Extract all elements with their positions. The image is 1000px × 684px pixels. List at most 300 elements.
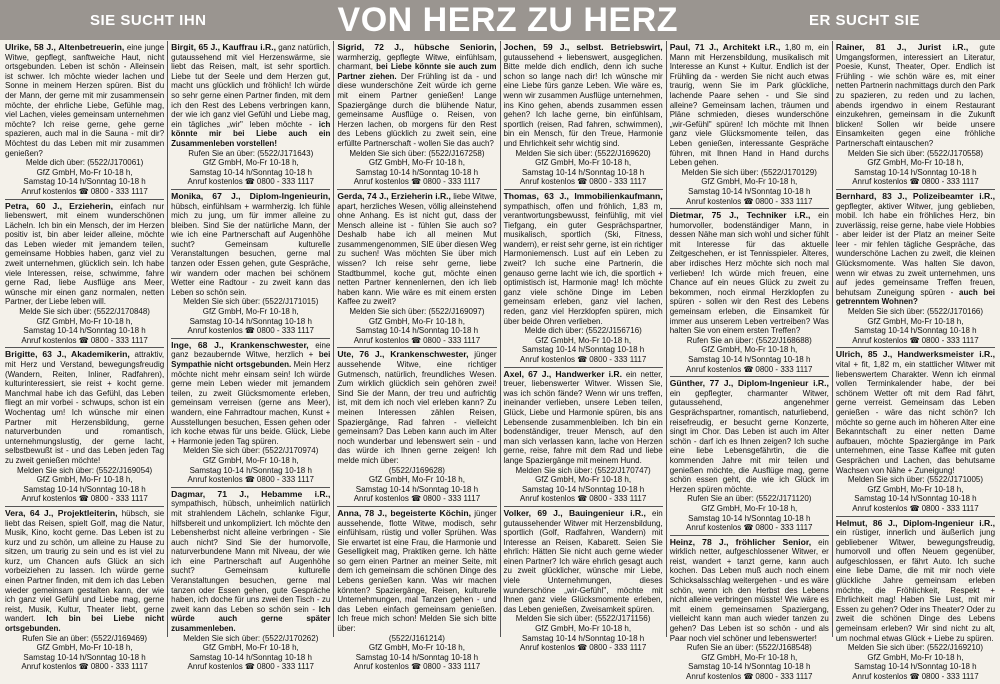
ad-highlight: auch bei getrenntem Wohnen? xyxy=(835,287,996,307)
ad-reference: Rufen Sie an über: (5522/J171120) xyxy=(687,494,812,504)
phone-icon xyxy=(245,475,257,484)
contact-phone-line xyxy=(836,336,995,346)
ad-body: attraktiv, mit Herz und Verstand, bewegungsfreudig (Wandern, Reiten, Inliner, Radfahren), kulturinteressiert, sie reist + kocht gerne. Manchmal habe ich das Gefühl, das Leben fliegt an mir vorbei - schwups, schon ist ein Wochentag um! Ich wünsche mir einen Partner mit Herzensbildung, gerne naturverbunden und romantisch, unternehmungslustig, der gerne lacht, selbstbewußt ist - und das Leben jeden Tag zu zweit genießen möchte! xyxy=(5,350,165,465)
ad-body: 1,80 m, ein Mann mit Herzensbildung, musikalisch mit Interesse an Kunst + Kultur. Endlich ist der Frühling da - werden Sie nicht auch etwas traurig, wenn Sie im Park glückliche, lachende Paare sehen - und Sie sind alleine? Gemeinsam lachen, träumen und Pläne schmieden, dieses wunderschöne „wir-Gefühl" spüren! Ich möchte mit Ihnen ganz viele Glücksmomente teilen, das Leben genießen, interessante Gespräche führen, mit Ihnen Hand in Hand durchs Leben gehen. xyxy=(669,43,829,168)
phone-icon xyxy=(910,672,922,681)
phone-icon xyxy=(910,177,922,186)
contact-hours: Samstag 10-14 h/Sonntag 10-18 h xyxy=(521,167,645,177)
contact-phone-line xyxy=(504,494,663,504)
ad-body: ein gepflegter, charmanter Witwer, gutaussehend, angenehmer Gesprächspartner, romantisch, naturliebend, reisefreudig, er besucht gerne Konzerte, singt im Chor. Das Leben ist auch im Alter schön - darf ich es Ihnen zeigen? Ich suche eine liebe Lebensgefährtin, die die kommenden Jahre mit mir teilen und genießen möchte, die Ausflüge mag, gerne schön essen geht, die wie ich Glück im Herzen spüren möchte. xyxy=(669,388,829,494)
phone-number[interactable]: 0800 - 333 1117 xyxy=(423,335,481,345)
ad-reference: Melden Sie sich über: (5522/J167258) xyxy=(349,148,485,158)
personal-ad xyxy=(171,339,330,488)
phone-icon xyxy=(79,662,91,671)
contact-company: GfZ GmbH, Mo-Fr 10-18 h, xyxy=(202,455,299,465)
ad-reference: Melde Sie sich über: (5522/J170848) xyxy=(19,307,150,317)
ad-text xyxy=(504,370,663,466)
ad-reference: Melde dich über: (5522/J170061) xyxy=(25,158,144,168)
kostenlos-label: kostenlos xyxy=(707,523,742,533)
contact-phone-line xyxy=(5,336,164,346)
contact-phone-line xyxy=(5,494,164,504)
ad-title: Volker, 69 J., Bauingenieur i.R., xyxy=(503,507,646,518)
phone-icon xyxy=(577,177,589,186)
contact-hours: Samstag 10-14 h/Sonntag 10-18 h xyxy=(854,494,977,504)
phone-number[interactable]: 0800 - 333 1117 xyxy=(256,177,314,187)
anruf-label: Anruf xyxy=(686,364,706,374)
ad-text xyxy=(504,43,663,149)
ad-reference: Melden Sie sich über: (5522/J169620) xyxy=(515,148,651,158)
ad-body: warmherzig, gepflegte Witwe, einfühlsam, charmant, xyxy=(337,52,497,72)
ad-body-continued: Der Frühling ist da - und diese wunderschöne Zeit würde ich gerne mit einem Partner genießen! Lange Spaziergänge durch die blühende Natur, gemeinsame Ausflüge o. Reisen, von Herzen lachen, ob morgens für den Rest des Lebens glücklich zu zweit sein, eine erfüllte Partnerschaft - wollen Sie das auch? xyxy=(337,71,497,148)
header-banner xyxy=(0,0,1000,40)
contact-company: GfZ GmbH, Mo-Fr 10-18 h, xyxy=(867,652,964,662)
ad-body: hübsch, sie liebt das Reisen, spielt Golf, mag die Natur, Musik, Kino, kocht gerne. Das Leben ist zu kurz und zu schön, um alleine zu Hause zu sitzen, um traurig zu sein und es ist viel zu kurz, um Chancen aufs Glück an sich vorbeiziehen zu lassen. Ich würde gerne einen Partner finden, mit dem ich das Leben wieder gemeinsam gestalten kann, der wie ich ganz viel Gefühl und Liebe mag, gerne reist, Musik, Kultur, Theater liebt, gerne wandert. xyxy=(5,508,165,624)
contact-company: GfZ GmbH, Mo-Fr 10-18 h, xyxy=(867,484,964,494)
contact-company: GfZ GmbH, Mo-Fr 10-18 h, xyxy=(867,316,964,326)
ad-text xyxy=(504,509,663,615)
ad-reference: Melden Sie sich über: (5522/J170262) xyxy=(183,633,319,643)
phone-number[interactable]: 0800 - 333 1117 xyxy=(921,503,979,513)
ad-text xyxy=(670,211,829,336)
ad-title: Ulrich, 85 J., Handwerksmeister i.R., xyxy=(835,349,996,360)
phone-icon xyxy=(411,177,423,186)
ad-text xyxy=(5,350,164,465)
phone-icon xyxy=(245,326,257,335)
kostenlos-label: kostenlos xyxy=(208,177,243,187)
phone-number[interactable]: 0800 - 333 1117 xyxy=(921,335,979,345)
anruf-label: Anruf xyxy=(519,643,539,653)
ad-title: Monika, 67 J., Diplom-Ingenieurin, xyxy=(171,190,331,201)
contact-hours: Samstag 10-14 h/Sonntag 10-18 h xyxy=(688,513,811,523)
personal-ad xyxy=(171,41,330,190)
ad-reference: (5522/J169628) xyxy=(388,465,445,475)
ad-reference: Melden Sie sich über: (5522/J170166) xyxy=(847,307,984,317)
phone-number[interactable]: 0800 - 333 1117 xyxy=(589,177,647,187)
contact-company: GfZ GmbH, Mo-Fr 10-18 h, xyxy=(368,475,465,485)
ad-reference: Rufen Sie an über: (5522/J168548) xyxy=(686,643,812,653)
phone-icon xyxy=(910,336,922,345)
ad-body: einfach nur liebenswert, mit einem wunderschönen Lächeln. Ich bin ein Mensch, der im Herzen positiv ist, bin aber leider alleine, möchte das Leben wieder mit jemandem teilen, gemeinsame Hobbies haben, ganz viel zu zweit unternehmen, glücklich sein. Ich habe viele Interessen, reise, schwimme, fahre gerne Rad, liebe Ausflüge ans Meer, wünsche mir einen ganz normalen, netten Partner, der Liebe leben will. xyxy=(5,201,165,307)
contact-hours: Samstag 10-14 h/Sonntag 10-18 h xyxy=(355,167,479,177)
phone-number[interactable]: 0800 - 333 1117 xyxy=(90,662,148,672)
ad-column xyxy=(833,41,998,681)
phone-icon xyxy=(743,365,755,374)
phone-number[interactable]: 0800 - 333 1117 xyxy=(90,335,148,345)
contact-phone-line xyxy=(504,177,663,187)
ad-text xyxy=(504,192,663,326)
contact-hours: Samstag 10-14 h/Sonntag 10-18 h xyxy=(355,652,479,662)
anruf-label: Anruf xyxy=(187,177,207,187)
kostenlos-label: kostenlos xyxy=(873,672,908,681)
ad-body: ein rüstiger, innerlich und äußerlich jung gebliebener Witwer, bewegungsfreudig, humorvoll und offen Neuem gegenüber, aufgeschlossen, er fährt Auto. Ich suche eine liebe Dame, die mit mir noch viele glückliche Jahre gemeinsam erleben möchte, die Fröhlichkeit, Respekt + Ehrlichkeit mag! Haben Sie Lust, mit mir Essen zu gehen? Oder ins Theater? Oder zu zweit die schönen Dinge des Lebens gemeinsam erleben? Wir sind nicht zu alt, um nochmal etwas Glück + Liebe zu spüren. xyxy=(835,528,996,643)
ad-highlight: ich könnte mir bei Liebe auch ein Zusammenleben vorstellen! xyxy=(171,119,331,148)
ad-body: liebe Witwe, apart, herzliches Wesen, völlig alleinstehend ohne Anhang. Es ist nicht gut, dass der Mensch alleine ist - fühlen Sie auch so? Deshalb habe ich all meinen Mut zusammengenommen, SIE über diesen Weg zu suchen! Was möchten Sie über mich wissen? Ich reise sehr gerne, liebe Stadtbummel, koche gut, möchte einen netten Partner kennenlernen, den ich lieb haben kann. Wie wäre es mit einem ersten Kaffee zu zweit? xyxy=(337,191,497,307)
anruf-label: Anruf xyxy=(852,672,872,681)
ad-body: ein wirklich netter, aufgeschlossener Witwer, er reist, wandert + tanzt gerne, kann auch kochen. Das Leben muß auch noch einem Schicksalsschlag weitergehen - und es wäre schön, wenn ich den Herbst des Lebens nicht alleine verbringen müsste! Wie wäre es mit einem gemeinsamen Spaziergang, vielleicht kann man auch wieder tanzen zu gehen? Das Leben ist so schön - und als Paar noch viel schöner und lebenswerter! xyxy=(669,537,829,643)
contact-company: GfZ GmbH, Mo-Fr 10-18 h, xyxy=(535,158,632,168)
ad-title: Ute, 76 J., Krankenschwester, xyxy=(337,349,469,360)
ad-title: Birgit, 65 J., Kauffrau i.R., xyxy=(171,42,276,52)
phone-icon xyxy=(577,643,589,652)
contact-phone-line xyxy=(171,177,330,187)
contact-hours: Samstag 10-14 h/Sonntag 10-18 h xyxy=(521,345,645,355)
ad-title: Jochen, 59 J., selbst. Betriebswirt, xyxy=(503,42,663,52)
anruf-label: Anruf xyxy=(21,494,41,504)
kostenlos-label: kostenlos xyxy=(541,643,576,653)
personal-ad xyxy=(670,209,829,377)
ad-text xyxy=(5,509,164,634)
kostenlos-label: kostenlos xyxy=(375,662,409,672)
personal-ad xyxy=(670,41,829,209)
kostenlos-label: kostenlos xyxy=(541,494,576,504)
phone-icon xyxy=(910,504,922,513)
anruf-label: Anruf xyxy=(852,503,872,513)
phone-icon xyxy=(577,494,589,503)
contact-phone-line xyxy=(836,672,995,682)
phone-number[interactable]: 0800 - 333 1117 xyxy=(256,475,314,485)
phone-number[interactable]: 0800 - 333 1117 xyxy=(755,672,813,681)
ad-reference: Rufen Sie an über: (5522/J171643) xyxy=(188,148,314,158)
phone-icon xyxy=(245,662,257,671)
ad-reference: Rufen Sie an über: (5522/J169469) xyxy=(22,633,148,643)
ad-columns xyxy=(2,41,998,681)
ad-title: Bernhard, 83 J., Polizeibeamter i.R., xyxy=(835,190,996,201)
contact-phone-line xyxy=(5,187,164,197)
ad-body: ein humorvoller, bodenständiger Mann, in dessen Nähe man sich wohl und sicher fühlt mit Interesse für das aktuelle Zeitgeschehen, er ist Tennisspieler. Älteres, aber irdisches Herz möchte sich noch mal verlieben! Ich würde mich freuen, eine Chance auf ein neues Glück zu zweit zu bekommen, noch einmal Herzklopfen zu spüren - sollen wir den Rest des Lebens gemeinsam erleben, die Einsamkeit für immer aus unserem Leben vertreiben? Was halten Sie von einem ersten Treffen? xyxy=(669,211,829,336)
ad-title: Brigitte, 63 J., Akademikerin, xyxy=(5,349,130,360)
contact-hours: Samstag 10-14 h/Sonntag 10-18 h xyxy=(23,326,146,336)
ad-column xyxy=(501,41,667,653)
ad-text xyxy=(337,350,496,465)
kostenlos-label: kostenlos xyxy=(208,475,243,485)
ad-reference: Melden Sie sich über: (5522/J169210) xyxy=(847,643,984,653)
contact-company: GfZ GmbH, Mo-Fr 10-18 h, xyxy=(36,475,133,485)
kostenlos-label: kostenlos xyxy=(873,335,908,345)
ad-body: ein netter, treuer, liebenswerter Witwer. Wissen Sie, was ich schön fände? Wenn wir uns treffen, ineinander verlieben, unsere Leben teilen, Glück, Liebe und Harmonie spüren, bis ans Lebensende zusammenbleiben. Ich bin ein bodenständiger, treuer Mensch, auf den man sich verlassen kann, lache von Herzen gerne, reise, fahre mit dem Rad und liebe lange Spaziergänge mit meinem Hund. xyxy=(503,369,663,465)
ad-column xyxy=(168,41,334,672)
kostenlos-label: kostenlos xyxy=(375,335,409,345)
phone-icon xyxy=(411,662,423,671)
anruf-label: Anruf xyxy=(21,662,41,672)
ad-column xyxy=(667,41,833,681)
kostenlos-label: kostenlos xyxy=(208,662,243,672)
personal-ad xyxy=(5,200,164,349)
contact-phone-line xyxy=(670,523,829,533)
ad-title: Vera, 64 J., Projektleiterin, xyxy=(5,507,118,518)
contact-company: GfZ GmbH, Mo-Fr 10-18 h, xyxy=(701,503,798,513)
ad-body: ganz natürlich, gutaussehend mit viel Herzenswärme, sie liebt das Reisen, malt, ist sehr sportlich. Liebe tut der Seele und dem Herzen gut, macht uns glücklich und fröhlich! Ich würde so sehr gerne einen Partner finden, mit dem ich den Rest des Lebens verbringen kann, der wie ich ganz viel Gefühl und Liebe mag, ein tägliches „wir" leben möchte - xyxy=(171,43,331,129)
phone-number[interactable]: 0800 - 333 1117 xyxy=(755,196,813,206)
ad-reference: Rufen Sie an über: (5522/J168688) xyxy=(686,335,812,345)
personal-ad xyxy=(337,348,496,507)
ad-body: eine ganz bezaubernde Witwe, herzlich + xyxy=(171,340,331,360)
phone-number[interactable]: 0800 - 333 1117 xyxy=(256,662,314,672)
contact-hours: Samstag 10-14 h/Sonntag 10-18 h xyxy=(23,652,146,662)
contact-company: GfZ GmbH, Mo-Fr 10-18 h, xyxy=(701,345,798,355)
personal-ad xyxy=(836,517,995,684)
anruf-label: Anruf xyxy=(187,662,207,672)
anruf-label: Anruf xyxy=(353,177,373,187)
ad-title: Dagmar, 71 J., Hebamme i.R., xyxy=(171,488,331,499)
kostenlos-label: kostenlos xyxy=(208,326,243,336)
contact-phone-line xyxy=(836,504,995,514)
contact-hours: Samstag 10-14 h/Sonntag 10-18 h xyxy=(854,326,977,336)
ad-title: Heinz, 78 J., fröhlicher Senior, xyxy=(669,536,812,547)
phone-icon xyxy=(577,355,589,364)
contact-company: GfZ GmbH, Mo-Fr 10-18 h, xyxy=(36,316,133,326)
contact-hours: Samstag 10-14 h/Sonntag 10-18 h xyxy=(355,326,479,336)
ad-body: sympathisch, offen und fröhlich, 1,83 m, verantwortungsbewusst, feinfühlig, mit viel Tiefgang, ein guter Gesprächspartner, musikalisch, sportlich (Ski, Fitness, wandern), er reist sehr gerne, ist ein richtiger Harmoniemensch. Lust auf ein Leben zu zweit? Ich suche eine Partnerin, die genauso gerne lacht wie ich, die sportlich + optimistisch ist, Harmonie mag! Ich möchte ganz viele schöne Dinge im Leben gemeinsam erleben, ganz viel lachen, reden, ganz viel Herzklopfen spüren, mich über beide Ohren verlieben. xyxy=(503,201,663,326)
ad-highlight: bei Liebe könnte sie auch zum Partner ziehen. xyxy=(337,62,497,81)
header-right-label: ER SUCHT SIE xyxy=(808,11,920,29)
contact-hours: Samstag 10-14 h/Sonntag 10-18 h xyxy=(23,177,146,187)
anruf-label: Anruf xyxy=(686,672,706,681)
personal-ad xyxy=(504,368,663,507)
phone-number[interactable]: 0800 - 333 1117 xyxy=(589,355,647,364)
ad-highlight: Ich würde auch gerne später zusammenleben. xyxy=(171,604,331,634)
phone-icon xyxy=(79,494,91,503)
contact-phone-line xyxy=(171,662,330,672)
kostenlos-label: kostenlos xyxy=(707,672,742,681)
ad-reference: (5522/J161214) xyxy=(388,633,445,643)
ad-title: Axel, 67 J., Handwerker i.R. xyxy=(503,368,622,379)
ad-body: gute Umgangsformen, interessiert an Literatur, Poesie, Kunst, Theater, Oper. Endlich ist Frühling - wie schön wäre es, mit einer netten Partnerin nachmittags durch den Park zu spazieren, zu reden und zu lachen, abends irgendwo in einem Restaurant einzukehren, gemeinsam in die Zukunft blicken! Sollen wir beide unsere Einsamkeiten gegen eine fröhliche Partnerschaft eintauschen? xyxy=(835,43,996,148)
anruf-label: Anruf xyxy=(187,475,207,485)
personal-ad xyxy=(5,507,164,674)
phone-number[interactable]: 0800 - 333 1117 xyxy=(90,494,148,504)
phone-icon xyxy=(411,494,423,503)
contact-company: GfZ GmbH, Mo-Fr 10-18 h, xyxy=(535,475,632,485)
contact-hours: Samstag 10-14 h/Sonntag 10-18 h xyxy=(688,186,811,196)
contact-company: GfZ GmbH, Mo-Fr 10-18 h, xyxy=(867,158,964,168)
ad-title: Anna, 78 J., begeisterte Köchin, xyxy=(337,507,472,518)
phone-number[interactable]: 0800 - 333 1117 xyxy=(90,186,148,196)
phone-icon xyxy=(743,672,755,681)
personal-ad xyxy=(171,190,330,339)
contact-phone-line xyxy=(171,326,330,336)
personal-ad xyxy=(670,377,829,536)
ad-text xyxy=(171,192,330,298)
kostenlos-label: kostenlos xyxy=(375,177,409,187)
ad-reference: Melde dich über: (5522/J156716) xyxy=(524,326,642,336)
ad-text xyxy=(171,341,330,447)
contact-phone-line xyxy=(504,643,663,653)
contact-hours: Samstag 10-14 h/Sonntag 10-18 h xyxy=(688,662,811,672)
ad-title: Sigrid, 72 J., hübsche Seniorin, xyxy=(337,42,497,52)
ad-body: gutaussehend + liebenswert, ausgeglichen. Bitte melde dich endlich, denn ich suche schon so lange nach dir! Ich wünsche mir eine Liebe fürs ganze Leben. Wie wäre es, wenn wir zusammen Ausflüge unternehmen, ins Kino gehen, abends zusammen essen gehen? Ich lache gerne, bin einfühlsam, sportlich (reisen, Rad fahren, schwimmen), bin ein Mensch, für den Treue, Harmonie und Ehrlichkeit sehr wichtig sind. xyxy=(503,52,663,148)
contact-hours: Samstag 10-14 h/Sonntag 10-18 h xyxy=(688,355,811,364)
personal-ad xyxy=(337,190,496,349)
contact-hours: Samstag 10-14 h/Sonntag 10-18 h xyxy=(189,316,312,326)
ad-title: Petra, 60 J., Erzieherin, xyxy=(5,200,114,211)
kostenlos-label: kostenlos xyxy=(541,177,576,187)
ad-text xyxy=(836,350,995,475)
phone-number[interactable]: 0800 - 333 1117 xyxy=(755,523,813,533)
contact-company: GfZ GmbH, Mo-Fr 10-18 h, xyxy=(368,643,465,653)
contact-company: GfZ GmbH, Mo-Fr 10-18 h, xyxy=(535,335,632,345)
contact-hours: Samstag 10-14 h/Sonntag 10-18 h xyxy=(189,652,312,662)
anruf-label: Anruf xyxy=(353,494,373,504)
contact-phone-line xyxy=(337,662,496,672)
kostenlos-label: kostenlos xyxy=(375,494,409,504)
phone-icon xyxy=(245,177,257,186)
ad-body-continued: Mein Herz möchte nicht mehr einsam sein! Ich würde gerne mein Leben wieder mit jemandem teilen, zu zweit Glücksmomente erleben, gemeinsam verreisen (gerne ans Meer), wandern, eine Fahrradtour machen, Kunst + Ausstellungen besuchen, Essen gehen oder ich koche etwas für uns beide. Glück, Liebe + Harmonie jeden Tag spüren. xyxy=(171,360,331,446)
ad-body: sympathisch, hübsch, unheimlich natürlich mit strahlendem Lächeln, schlanke Figur, hilfsbereit und unkompliziert. Ich möchte den Lebensherbst nicht alleine verbringen - Sie auch nicht? Sind Sie der humorvolle, naturverbundene Mann mit Niveau, der wie ich eine Partnerschaft auf Augenhöhe sucht? Gemeinsam kulturelle Veranstaltungen besuchen, gerne mal tanzen oder Essen gehen, gute Gespräche haben, ich doche für uns zwei den Tisch - zu zweit kann das Leben so schön sein - xyxy=(171,499,331,614)
phone-icon xyxy=(411,336,423,345)
personal-ad xyxy=(836,348,995,516)
phone-icon xyxy=(743,197,755,206)
anruf-label: Anruf xyxy=(21,335,41,345)
ad-body: hübsch, einfühlsam + warmherzig. Ich fühle mich zu jung, um für immer alleine zu bleiben. Sind Sie der natürliche Mann, der wie ich eine Partnerschaft auf Augenhöhe sucht? Gemeinsam kulturelle Veranstaltungen besuchen, gerne mal tanzen oder Essen gehen, gute Gespräche, wir wandern oder machen bei schönem Wetter eine Radtour - zu zweit kann das Leben so schön sein. xyxy=(171,201,331,297)
anruf-label: Anruf xyxy=(519,177,539,187)
personal-ad xyxy=(337,41,496,190)
contact-phone-line xyxy=(337,494,496,504)
ad-body: eine junge Witwe, gepflegt, sanftweiche Haut, nicht ortsgebunden. Leben ist schön - Alleinsein ist schwer. Ich möchte wieder lachen und Sonne in meinem Herzen spüren. Bist du der Mann, der gerne mit mir zusammensein möchte, der ehrliche Liebe, Gefühle mag, viel Lachen, vieles gemeinsam unternehmen möchte? Ich reise gerne, gehe gerne spazieren, auch mal in die Sauna - mit dir? Möchtest du das Leben mit mir zusammen genießen? xyxy=(5,43,165,158)
personal-ad xyxy=(836,41,995,190)
anruf-label: Anruf xyxy=(353,335,373,345)
ad-text xyxy=(836,519,995,644)
ad-body: vital + fit, 1,82 m, ein stattlicher Witwer mit liebenswertem Charakter. Wenn ich einmal vollen Terminkalender habe, der bei schönem Wetter oft mit dem Rad fährt, gerne verreist. Gemeinsam das Leben genießen - wäre das nicht schön? Ich möchte so gerne auch im höheren Alter eine Bekanntschaft zu einer netten Dame aufbauen, möchte Spaziergänge im Park unternehmen, eine Tasse Kaffee mit guten Gesprächen und Lachen, das behutsame Wachsen von Nähe + Zuneigung! xyxy=(835,360,996,475)
ad-title: Ulrike, 58 J., Altenbetreuerin, xyxy=(5,42,125,52)
contact-hours: Samstag 10-14 h/Sonntag 10-18 h xyxy=(23,484,146,494)
ad-text xyxy=(836,43,995,149)
personal-ad xyxy=(337,507,496,674)
anruf-label: Anruf xyxy=(187,326,207,336)
contact-hours: Samstag 10-14 h/Sonntag 10-18 h xyxy=(189,465,312,475)
ad-title: Helmut, 86 J., Diplom-Ingenieur i.R., xyxy=(835,517,996,528)
contact-phone-line xyxy=(504,355,663,365)
ad-text xyxy=(5,202,164,308)
ad-reference: Melden Sie sich über: (5522/J171156) xyxy=(515,614,651,624)
anruf-label: Anruf xyxy=(519,494,539,504)
personal-ad xyxy=(504,190,663,368)
contact-phone-line xyxy=(171,475,330,485)
ad-body: jünger aussehende Witwe, eine richtiger Gutmensch, natürlich, freundliches Wesen. Zum wirklich glücklich sein gehören zwei! Sind Sie der Mann, der treu und aufrichtig ist, mit dem ich noch viel erleben kann? Zu meinen Interessen zählen Reisen, Spaziergänge, Rad fahren - vielleicht gemeinsam? Das Leben kann auch im Alter noch wunderbar und lebenswert sein - und das würde ich Ihnen gerne zeigen! Ich melde mich über: xyxy=(337,350,497,465)
phone-icon xyxy=(743,523,755,532)
contact-company: GfZ GmbH, Mo-Fr 10-18 h, xyxy=(701,652,798,662)
anruf-label: Anruf xyxy=(686,196,706,206)
phone-icon xyxy=(79,187,91,196)
contact-phone-line xyxy=(670,672,829,682)
ad-body: gepflegter, aktiver Witwer, jung geblieben, mobil. Ich habe ein fröhliches Herz, bin zuverlässig, reise gerne, habe viele Hobbies - aber leider ist der Platz an meiner Seite leer - mir fehlen tägliche Gespräche, das wunderschöne Lachen zu zweit, die kleinen Glücksmomente. Was halten Sie davon, wenn wir etwas zu zweit unternehmen, uns auf jedes gemeinsame Treffen freuen, behutsam Zuneigung spüren - xyxy=(835,201,996,297)
personal-ad xyxy=(504,41,663,190)
ad-title: Inge, 68 J., Krankenschwester, xyxy=(171,339,309,350)
ad-title: Günther, 77 J., Diplom-Ingenieur i.R., xyxy=(669,378,829,389)
personal-ad xyxy=(5,348,164,507)
anruf-label: Anruf xyxy=(21,186,41,196)
contact-hours: Samstag 10-14 h/Sonntag 10-18 h xyxy=(189,167,312,177)
ad-reference: Melden Sie sich über: (5522/J170129) xyxy=(681,167,817,177)
contact-hours: Samstag 10-14 h/Sonntag 10-18 h xyxy=(355,484,479,494)
ad-text xyxy=(337,509,496,634)
personal-ad xyxy=(171,488,330,674)
contact-phone-line xyxy=(337,177,496,187)
ad-text xyxy=(5,43,164,158)
ad-title: Dietmar, 75 J., Techniker i.R., xyxy=(669,210,811,221)
kostenlos-label: kostenlos xyxy=(42,335,77,345)
anruf-label: Anruf xyxy=(353,662,373,672)
contact-company: GfZ GmbH, Mo-Fr 10-18 h, xyxy=(202,643,299,653)
contact-phone-line xyxy=(337,336,496,346)
personal-ad xyxy=(5,41,164,200)
page-title: VON HERZ ZU HERZ xyxy=(337,0,678,39)
kostenlos-label: kostenlos xyxy=(873,503,908,513)
kostenlos-label: kostenlos xyxy=(707,364,742,374)
phone-number[interactable]: 0800 - 333 1117 xyxy=(921,672,979,681)
ad-text xyxy=(670,379,829,494)
kostenlos-label: kostenlos xyxy=(707,196,742,206)
contact-company: GfZ GmbH, Mo-Fr 10-18 h, xyxy=(202,158,299,168)
ad-body: ein gutaussehender Witwer mit Herzensbildung, sportlich (Golf, Radfahren, Wandern) mit Interesse an Reisen, Kabarett. Seien Sie ehrlich: Hätten Sie nicht auch gerne wieder einen Partner? Ich wäre ehrlich gesagt auch zu zweit glücklicher, wünsche mir Liebe, viele Unternehmungen, dieses wunderschöne „wir-Gefühl", möchte mit Ihnen ganz viele Glücksmomente erleben, das Leben genießen, Zweisamkeit spüren. xyxy=(503,508,663,614)
ad-reference: Melden Sie sich über: (5522/J170747) xyxy=(515,465,651,475)
personal-ad xyxy=(504,507,663,655)
contact-phone-line xyxy=(670,197,829,207)
contact-hours: Samstag 10-14 h/Sonntag 10-18 h xyxy=(521,633,645,643)
kostenlos-label: kostenlos xyxy=(42,494,77,504)
ad-reference: Melden Sie sich über: (5522/J170558) xyxy=(847,148,984,158)
contact-hours: Samstag 10-14 h/Sonntag 10-18 h xyxy=(854,167,977,177)
phone-number[interactable]: 0800 - 333 1117 xyxy=(256,326,314,336)
ad-reference: Melden Sie sich über: (5522/J171005) xyxy=(847,475,984,485)
ad-text xyxy=(670,538,829,644)
ad-title: Gerda, 74 J., Erzieherin i.R., xyxy=(337,190,451,201)
anruf-label: Anruf xyxy=(852,335,872,345)
header-left-label: SIE SUCHT IHN xyxy=(90,11,207,29)
anruf-label: Anruf xyxy=(852,177,872,187)
ad-column xyxy=(2,41,168,672)
ad-text xyxy=(337,43,496,149)
phone-number[interactable]: 0800 - 333 1117 xyxy=(423,662,481,672)
kostenlos-label: kostenlos xyxy=(873,177,908,187)
kostenlos-label: kostenlos xyxy=(541,355,576,364)
ad-highlight: Ich bin bei Liebe nicht ortsgebunden. xyxy=(5,614,165,634)
personal-ad xyxy=(670,536,829,684)
ad-reference: Melden Sie sich über: (5522/J170974) xyxy=(183,446,319,456)
ad-title: Thomas, 63 J., Immobilienkaufmann, xyxy=(503,190,663,201)
phone-number[interactable]: 0800 - 333 1117 xyxy=(589,494,647,504)
phone-number[interactable]: 0800 - 333 1117 xyxy=(423,494,481,504)
contact-hours: Samstag 10-14 h/Sonntag 10-18 h xyxy=(854,662,977,672)
ad-column xyxy=(334,41,500,672)
contact-company: GfZ GmbH, Mo-Fr 10-18 h, xyxy=(368,316,465,326)
ad-title: Rainer, 81 J., Jurist i.R., xyxy=(835,42,969,52)
phone-icon xyxy=(79,336,91,345)
ad-reference: Melden Sie sich über: (5522/J169054) xyxy=(16,465,153,475)
ad-highlight: bei Sympathie nicht ortsgebunden. xyxy=(171,350,331,369)
ad-reference: Melden Sie sich über: (5522/J171015) xyxy=(183,297,319,307)
ad-text xyxy=(670,43,829,168)
personal-ad xyxy=(836,190,995,349)
phone-number[interactable]: 0800 - 333 1117 xyxy=(921,177,979,187)
ad-text xyxy=(171,490,330,634)
contact-phone-line xyxy=(5,662,164,672)
contact-company: GfZ GmbH, Mo-Fr 10-18 h, xyxy=(535,624,632,634)
contact-phone-line xyxy=(670,365,829,375)
contact-company: GfZ GmbH, Mo-Fr 10-18 h, xyxy=(701,177,798,187)
contact-phone-line xyxy=(836,177,995,187)
phone-number[interactable]: 0800 - 333 1117 xyxy=(589,643,647,653)
contact-company: GfZ GmbH, Mo-Fr 10-18 h, xyxy=(36,167,133,177)
phone-number[interactable]: 0800 - 333 1117 xyxy=(423,177,481,187)
contact-company: GfZ GmbH, Mo-Fr 10-18 h, xyxy=(36,643,133,653)
ad-title: Paul, 71 J., Architekt i.R., xyxy=(669,42,781,52)
kostenlos-label: kostenlos xyxy=(42,662,77,672)
ad-body: jünger aussehende, flotte Witwe, modisch, sehr einfühlsam, rüstig und voller Sprühen. Was Sie erwartet ist eine Frau, die Harmonie und Geselligkeit mag, Praktiken gerne. Ich hätte so gern einen Partner an meiner Seite, mit dem ich gemeinsam die schönen Dinge des Lebens genießen kann. Was wir machen könnten? Spaziergänge, Reisen, kulturelle Unternehmungen, mal Tanzen gehen - und das Leben einfach gemeinsam genießen. Ich freue mich schon! Melden Sie sich bitte über: xyxy=(337,508,497,634)
contact-hours: Samstag 10-14 h/Sonntag 10-18 h xyxy=(521,484,645,494)
contact-company: GfZ GmbH, Mo-Fr 10-18 h, xyxy=(368,158,465,168)
contact-company: GfZ GmbH, Mo-Fr 10-18 h, xyxy=(202,307,299,317)
phone-number[interactable]: 0800 - 333 1117 xyxy=(755,364,813,374)
